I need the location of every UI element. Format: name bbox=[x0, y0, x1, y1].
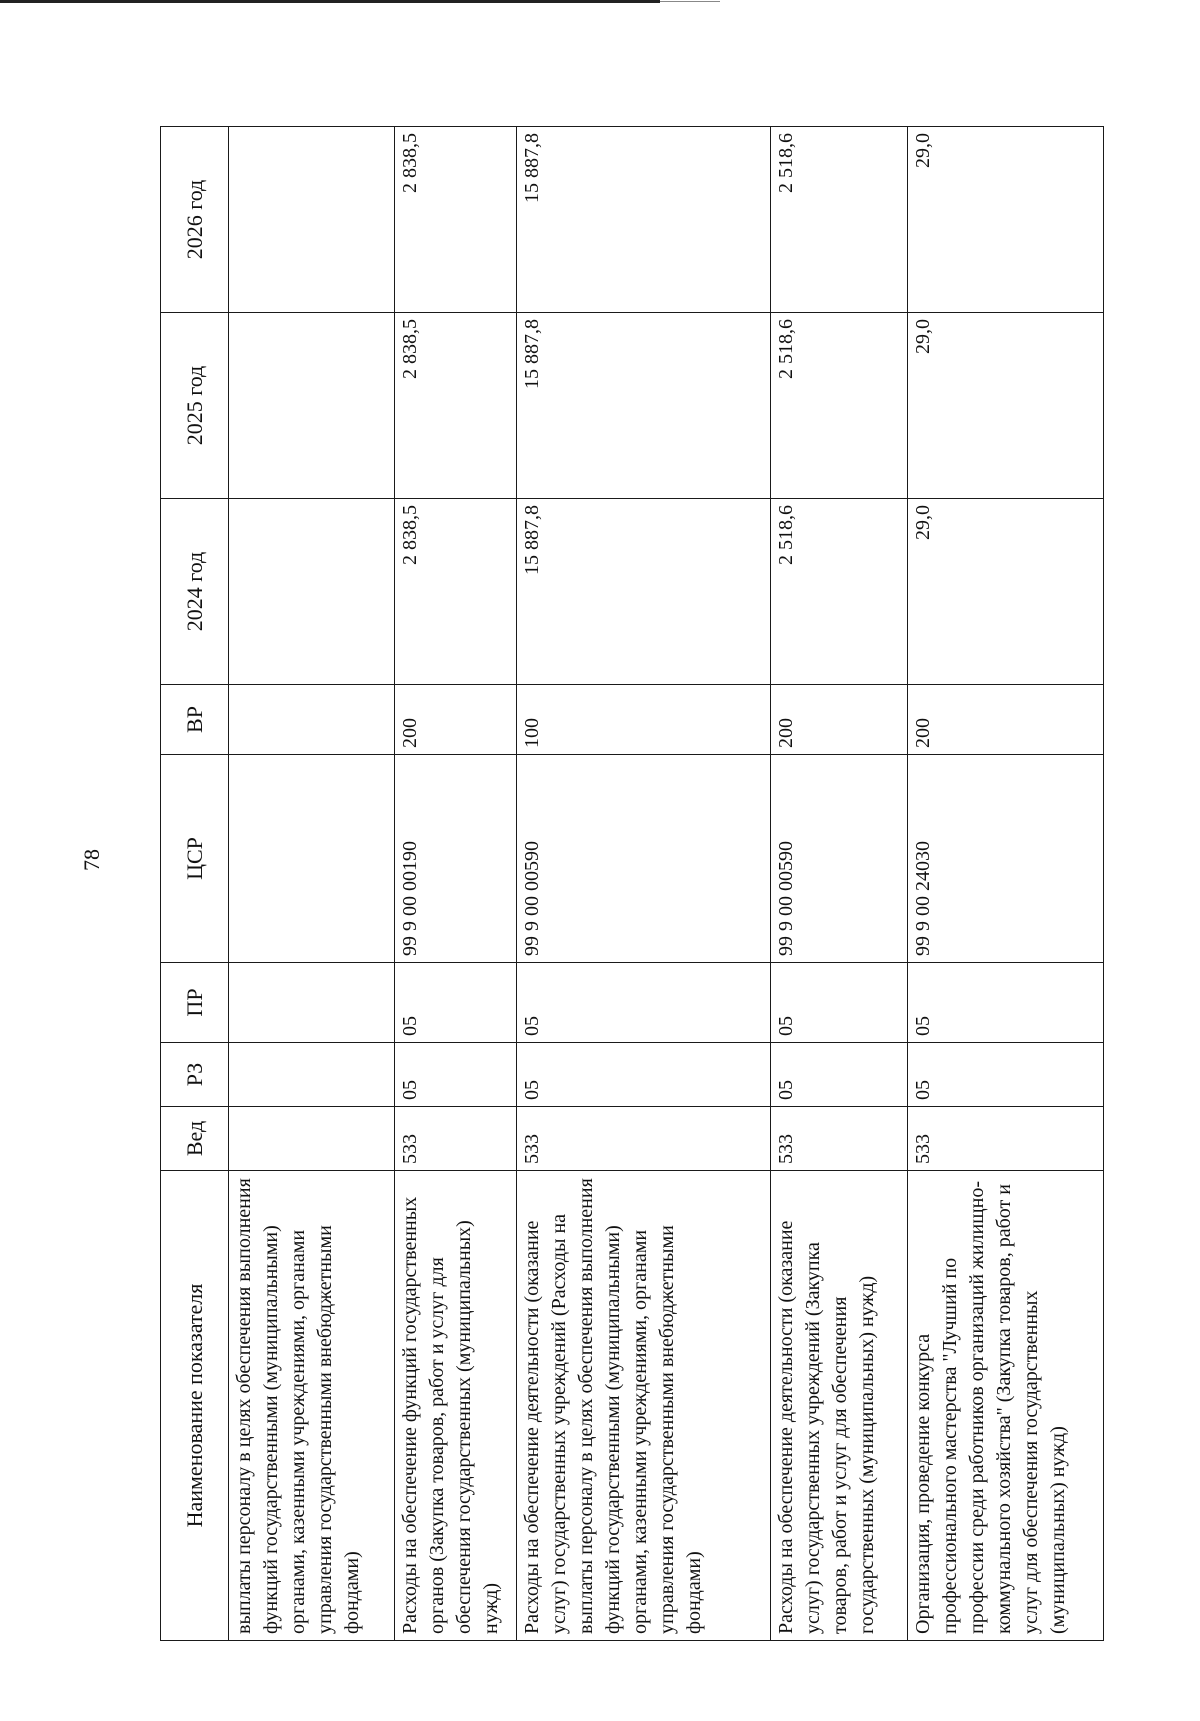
row-pr: 05 bbox=[908, 963, 1104, 1043]
row-vr: 100 bbox=[517, 685, 771, 755]
row-vr: 200 bbox=[908, 685, 1104, 755]
row-csr: 99 9 00 00590 bbox=[771, 755, 908, 963]
row-ved: 533 bbox=[395, 1107, 517, 1171]
header-csr: ЦСР bbox=[161, 755, 229, 963]
row-2025: 2 518,6 bbox=[771, 313, 908, 499]
row-pr: 05 bbox=[517, 963, 771, 1043]
header-pr: ПР bbox=[161, 963, 229, 1043]
header-2026: 2026 год bbox=[161, 127, 229, 313]
row-pr: 05 bbox=[395, 963, 517, 1043]
row-rz: 05 bbox=[517, 1043, 771, 1107]
row-2024: 29,0 bbox=[908, 499, 1104, 685]
page-number: 78 bbox=[79, 849, 104, 871]
row-pr: 05 bbox=[771, 963, 908, 1043]
row-rz: 05 bbox=[395, 1043, 517, 1107]
rotated-table-container bbox=[160, 129, 1104, 1641]
row-rz: 05 bbox=[908, 1043, 1104, 1107]
row-2025: 2 838,5 bbox=[395, 313, 517, 499]
row-rz: 05 bbox=[771, 1043, 908, 1107]
row-2024: 2 838,5 bbox=[395, 499, 517, 685]
row-name: выплаты персоналу в целях обеспечения выполнения функций государственными (муниципальными) органами, казенными учреждениями, органами управления государственными внебюджетными фондами) bbox=[229, 1171, 395, 1641]
row-2025: 29,0 bbox=[908, 313, 1104, 499]
row-ved: 533 bbox=[771, 1107, 908, 1171]
row-csr bbox=[229, 755, 395, 963]
row-2026: 2 838,5 bbox=[395, 127, 517, 313]
top-scan-border bbox=[0, 0, 660, 3]
row-name: Организация, проведение конкурса профессионального мастерства "Лучший по профессии среди работников организаций жилищно-коммунального хозяйства" (Закупка товаров, работ и услуг для обеспечения государственных (муниципальных) нужд) bbox=[908, 1171, 1104, 1641]
row-2026: 29,0 bbox=[908, 127, 1104, 313]
row-2024 bbox=[229, 499, 395, 685]
table-row bbox=[229, 127, 395, 1641]
table-row bbox=[771, 127, 908, 1641]
top-scan-border-faint bbox=[660, 1, 720, 2]
table-header-row bbox=[161, 127, 229, 1641]
header-rz: РЗ bbox=[161, 1043, 229, 1107]
row-2026 bbox=[229, 127, 395, 313]
header-name: Наименование показателя bbox=[161, 1171, 229, 1641]
header-2025: 2025 год bbox=[161, 313, 229, 499]
row-2026: 15 887,8 bbox=[517, 127, 771, 313]
budget-table bbox=[160, 126, 1104, 1641]
row-vr: 200 bbox=[771, 685, 908, 755]
row-2026: 2 518,6 bbox=[771, 127, 908, 313]
row-2025: 15 887,8 bbox=[517, 313, 771, 499]
row-rz bbox=[229, 1043, 395, 1107]
header-2024: 2024 год bbox=[161, 499, 229, 685]
row-vr: 200 bbox=[395, 685, 517, 755]
row-vr bbox=[229, 685, 395, 755]
row-name: Расходы на обеспечение деятельности (оказание услуг) государственных учреждений (Расходы на выплаты персоналу в целях обеспечения выполнения функций государственными (муниципальными) органами, казенными учреждениями, органами управления государственными внебюджетными фондами) bbox=[517, 1171, 771, 1641]
row-csr: 99 9 00 00190 bbox=[395, 755, 517, 963]
row-pr bbox=[229, 963, 395, 1043]
row-csr: 99 9 00 00590 bbox=[517, 755, 771, 963]
row-name: Расходы на обеспечение деятельности (оказание услуг) государственных учреждений (Закупка товаров, работ и услуг для обеспечения государственных (муниципальных) нужд) bbox=[771, 1171, 908, 1641]
table-row bbox=[908, 127, 1104, 1641]
header-ved: Вед bbox=[161, 1107, 229, 1171]
header-vr: ВР bbox=[161, 685, 229, 755]
row-2025 bbox=[229, 313, 395, 499]
row-ved: 533 bbox=[908, 1107, 1104, 1171]
row-csr: 99 9 00 24030 bbox=[908, 755, 1104, 963]
row-2024: 2 518,6 bbox=[771, 499, 908, 685]
row-2024: 15 887,8 bbox=[517, 499, 771, 685]
row-ved bbox=[229, 1107, 395, 1171]
row-ved: 533 bbox=[517, 1107, 771, 1171]
row-name: Расходы на обеспечение функций государственных органов (Закупка товаров, работ и услуг для обеспечения государственных (муниципальных) нужд) bbox=[395, 1171, 517, 1641]
table-row bbox=[517, 127, 771, 1641]
table-row bbox=[395, 127, 517, 1641]
